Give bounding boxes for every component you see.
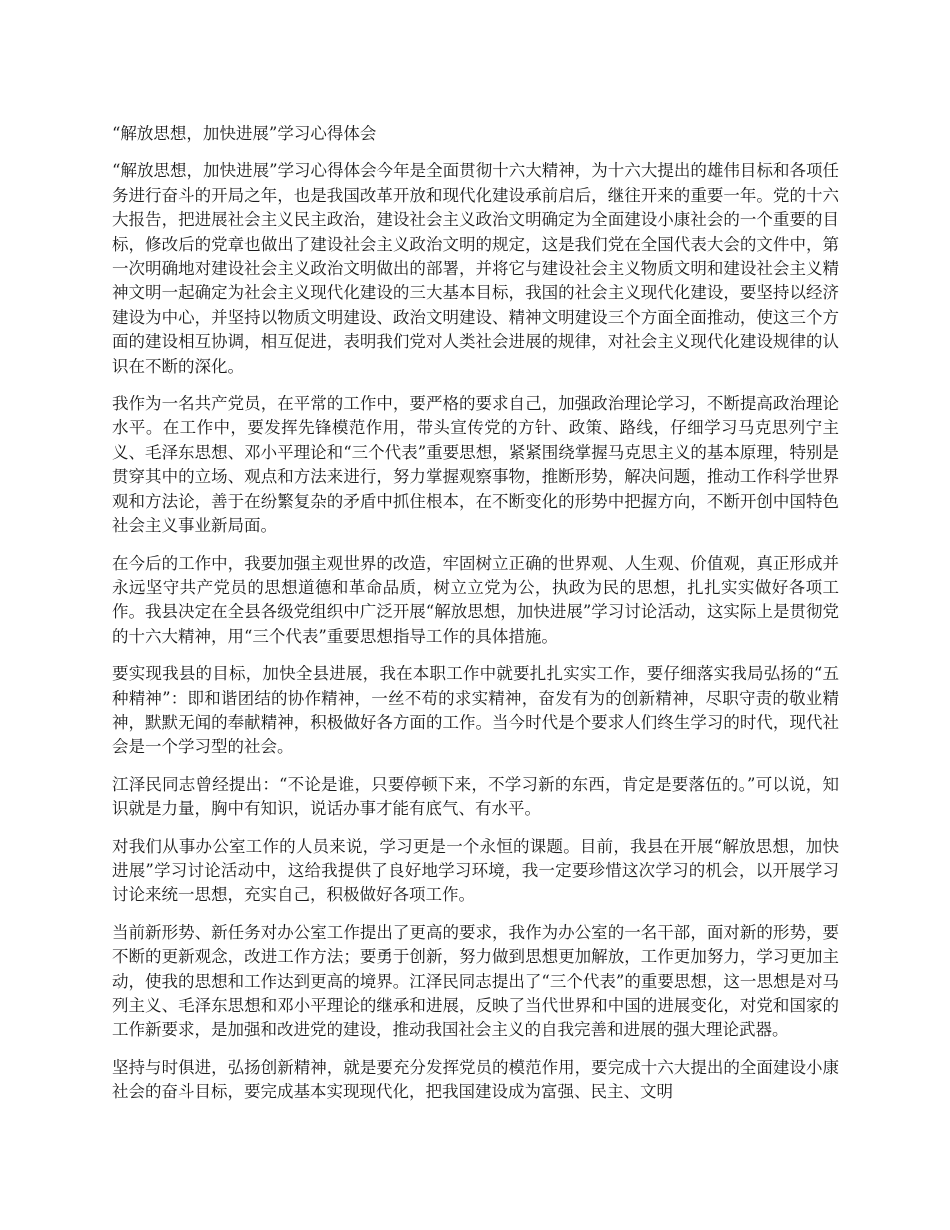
paragraph-6: 对我们从事办公室工作的人员来说，学习更是一个永恒的课题。目前，我县在开展“解放思想，加快进展”学习讨论活动中，这给我提供了良好地学习环境，我一定要珍惜这次学习的机会，以开展学习讨论来统一思想，充实自己，积极做好各项工作。 (112, 836, 839, 905)
paragraph-2: 我作为一名共产党员，在平常的工作中，要严格的要求自己，加强政治理论学习，不断提高政治理论水平。在工作中，要发挥先锋模范作用，带头宣传党的方针、政策、路线，仔细学习马克思列宁主义、毛泽东思想、邓小平理论和“三个代表”重要思想，紧紧围绕掌握马克思主义的基本原理，特别是贯穿其中的立场、观点和方法来进行，努力掌握观察事物，推断形势，解决问题，推动工作科学世界观和方法论，善于在纷繁复杂的矛盾中抓住根本，在不断变化的形势中把握方向，不断开创中国特色社会主义事业新局面。 (112, 394, 839, 536)
paragraph-5: 江泽民同志曾经提出：“不论是谁，只要停顿下来，不学习新的东西，肯定是要落伍的。”可以说，知识就是力量，胸中有知识，说话办事才能有底气、有水平。 (112, 774, 839, 819)
paragraph-1: “解放思想，加快进展”学习心得体会今年是全面贯彻十六大精神，为十六大提出的雄伟目标和各项任务进行奋斗的开局之年，也是我国改革开放和现代化建设承前启后，继往开来的重要一年。党的十六大报告，把进展社会主义民主政治，建设社会主义政治文明确定为全面建设小康社会的一个重要的目标，修改后的党章也做出了建设社会主义政治文明的规定，这是我们党在全国代表大会的文件中，第一次明确地对建设社会主义政治文明做出的部署，并将它与建设社会主义物质文明和建设社会主义精神文明一起确定为社会主义现代化建设的三大基本目标，我国的社会主义现代化建设，要坚持以经济建设为中心，并坚持以物质文明建设、政治文明建设、精神文明建设三个方面全面推动，使这三个方面的建设相互协调，相互促进，表明我们党对人类社会进展的规律，对社会主义现代化建设规律的认识在不断的深化。 (112, 161, 839, 376)
paragraph-7: 当前新形势、新任务对办公室工作提出了更高的要求，我作为办公室的一名干部，面对新的形势，要不断的更新观念，改进工作方法；要勇于创新，努力做到思想更加解放，工作更加努力，学习更加主动，使我的思想和工作达到更高的境界。江泽民同志提出了“三个代表”的重要思想，这一思想是对马列主义、毛泽东思想和邓小平理论的继承和进展，反映了当代世界和中国的进展变化，对党和国家的工作新要求，是加强和改进党的建设，推动我国社会主义的自我完善和进展的强大理论武器。 (112, 922, 839, 1040)
paragraph-3: 在今后的工作中，我要加强主观世界的改造，牢固树立正确的世界观、人生观、价值观，真正形成并永远坚守共产党员的思想道德和革命品质，树立立党为公，执政为民的思想，扎扎实实做好各项工作。我县决定在全县各级党组织中广泛开展“解放思想，加快进展”学习讨论活动，这实际上是贯彻党的十六大精神，用“三个代表”重要思想指导工作的具体措施。 (112, 553, 839, 646)
paragraph-8: 坚持与时俱进，弘扬创新精神，就是要充分发挥党员的模范作用，要完成十六大提出的全面建设小康社会的奋斗目标，要完成基本实现现代化，把我国建设成为富强、民主、文明 (112, 1057, 839, 1102)
document-page (112, 122, 839, 1118)
paragraph-4: 要实现我县的目标，加快全县进展，我在本职工作中就要扎扎实实工作，要仔细落实我局弘扬的“五种精神”：即和谐团结的协作精神，一丝不苟的求实精神，奋发有为的创新精神，尽职守责的敬业精神，默默无闻的奉献精神，积极做好各方面的工作。当今时代是个要求人们终生学习的时代，现代社会是一个学习型的社会。 (112, 664, 839, 757)
document-title: “解放思想，加快进展”学习心得体会 (112, 124, 377, 143)
